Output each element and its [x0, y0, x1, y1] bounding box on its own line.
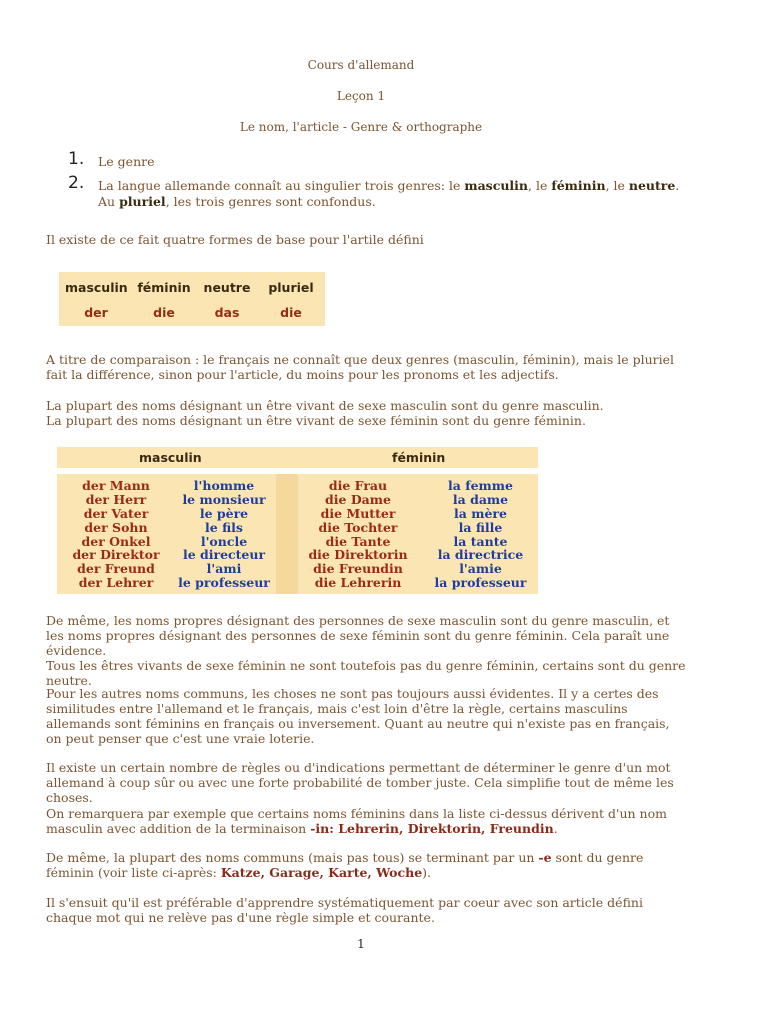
paragraph-terminaison-e: De même, la plupart des noms communs (mais pas tous) se terminant par un -e sont du genre féminin (voir liste ci-après: Katze, Garage, Karte, Woche). — [46, 850, 644, 880]
table-cell: le directeur — [182, 547, 266, 563]
paragraph-autres-noms: Pour les autres noms communs, les choses ne sont pas toujours aussi évidentes. Il y a certes des similitudes entre l'allemand et le français, mais c'est loin d'être la règle, certains masculins allemands sont féminins en français ou inversement. Quant au neutre qui n'existe pas en français, on peut penser que c'est une vraie loterie. — [46, 686, 670, 746]
list-number: 1. — [68, 149, 85, 169]
table-cell: le monsieur — [182, 491, 266, 507]
masculine-french-column — [171, 479, 277, 590]
suffix-in-examples: -in: Lehrerin, Direktorin, Freundin — [310, 821, 554, 836]
table-cell: die Mutter — [320, 505, 396, 521]
table-cell: la directrice — [437, 547, 524, 563]
feminine-german-column — [298, 479, 418, 590]
table-cell: der Sohn — [84, 519, 148, 535]
list-item-label: Le genre — [98, 154, 155, 169]
table-cell: der Onkel — [81, 533, 151, 549]
article-die: die — [153, 305, 175, 320]
table-cell: le père — [199, 505, 249, 521]
list-item-langue — [66, 173, 716, 210]
table-cell: l'amie — [459, 561, 502, 577]
table-cell: le fils — [205, 519, 243, 535]
column-separator — [276, 474, 298, 594]
paragraph-tous-feminin: Tous les êtres vivants de sexe féminin ne sont toutefois pas du genre féminin, certains sont du genre neutre. — [46, 658, 686, 688]
table-cell: l'ami — [206, 561, 242, 577]
course-title: Cours d'allemand — [307, 58, 415, 72]
table-cell: die Direktorin — [308, 547, 408, 563]
header-masculin: masculin — [139, 450, 202, 465]
table-cell: la mère — [454, 505, 507, 521]
table-cell: der Mann — [82, 478, 150, 493]
table-cell: la dame — [452, 491, 509, 507]
paragraph-comparison: A titre de comparaison : le français ne connaît que deux genres (masculin, féminin), mais le pluriel fait la différence, sinon pour l'article, du moins pour les pronoms et les adjectifs. — [46, 352, 675, 382]
table-cell: die Frau — [328, 478, 388, 493]
paragraph-ensuit: Il s'ensuit qu'il est préférable d'apprendre systématiquement par coeur avec son article défini chaque mot qui ne relève pas d'une règle simple et courante. — [46, 895, 643, 925]
articles-header-pluriel: pluriel — [268, 280, 314, 295]
articles-header-neutre: neutre — [203, 280, 251, 295]
article-das: das — [214, 305, 240, 320]
examples-e: Katze, Garage, Karte, Woche — [220, 865, 423, 880]
table-cell: der Vater — [83, 505, 149, 521]
table-cell: der Direktor — [72, 547, 160, 563]
masculine-german-column — [57, 479, 175, 590]
list-number: 2. — [68, 173, 85, 193]
articles-header-feminin: féminin — [137, 280, 191, 295]
paragraph-remarque: On remarquera par exemple que certains noms féminins dans la liste ci-dessus dérivent d'un nom masculin avec addition de la terminaison -in: Lehrerin, Direktorin, Freundin. — [46, 806, 667, 836]
header-feminin: féminin — [392, 450, 446, 465]
article-die-plural: die — [280, 305, 302, 320]
table-cell: die Tante — [325, 533, 391, 549]
intro-line: Il existe de ce fait quatre formes de base pour l'artile défini — [46, 232, 424, 247]
table-cell: die Lehrerin — [314, 575, 402, 591]
lesson-subtitle: Le nom, l'article - Genre & orthographe — [239, 120, 483, 134]
feminine-french-column — [423, 479, 538, 590]
suffix-e: -e — [538, 850, 552, 865]
table-cell: der Herr — [85, 491, 147, 507]
nouns-table-header — [57, 447, 538, 468]
table-cell: la femme — [448, 478, 513, 493]
articles-table — [59, 272, 325, 326]
table-cell: die Dame — [325, 491, 391, 507]
articles-header-masculin: masculin — [65, 280, 128, 295]
article-der: der — [84, 305, 108, 320]
table-cell: la tante — [453, 533, 508, 549]
table-cell: la professeur — [434, 575, 527, 591]
table-cell: die Freundin — [313, 561, 403, 577]
table-cell: l'oncle — [200, 533, 248, 549]
table-cell: der Freund — [77, 561, 155, 577]
nouns-table — [57, 474, 538, 594]
page-number: 1 — [357, 936, 365, 951]
numbered-list — [66, 149, 716, 210]
table-cell: l'homme — [193, 478, 255, 493]
list-item-text: La langue allemande connaît au singulier trois genres: le masculin, le féminin, le neutre. Au pluriel, les trois genres sont confondus. — [98, 178, 680, 209]
paragraph-noms-propres: De même, les noms propres désignant des personnes de sexe masculin sont du genre masculin, et les noms propres désignant des personnes de sexe féminin sont du genre féminin. Cela paraît une évidence. — [46, 613, 670, 658]
paragraph-plupart-feminin: La plupart des noms désignant un être vivant de sexe féminin sont du genre féminin. — [46, 413, 586, 428]
paragraph-plupart-masculin: La plupart des noms désignant un être vivant de sexe masculin sont du genre masculin. — [46, 398, 604, 413]
list-item-genre — [66, 149, 716, 178]
paragraph-regles: Il existe un certain nombre de règles ou d'indications permettant de déterminer le genre d'un mot allemand à coup sûr ou avec une forte probabilité de tomber juste. Cela simplifie tout de même les choses. — [46, 760, 674, 805]
lesson-number: Leçon 1 — [336, 89, 386, 103]
table-cell: la fille — [458, 519, 503, 535]
table-cell: le professeur — [178, 575, 270, 591]
table-cell: die Tochter — [318, 519, 398, 535]
table-cell: der Lehrer — [78, 575, 154, 591]
